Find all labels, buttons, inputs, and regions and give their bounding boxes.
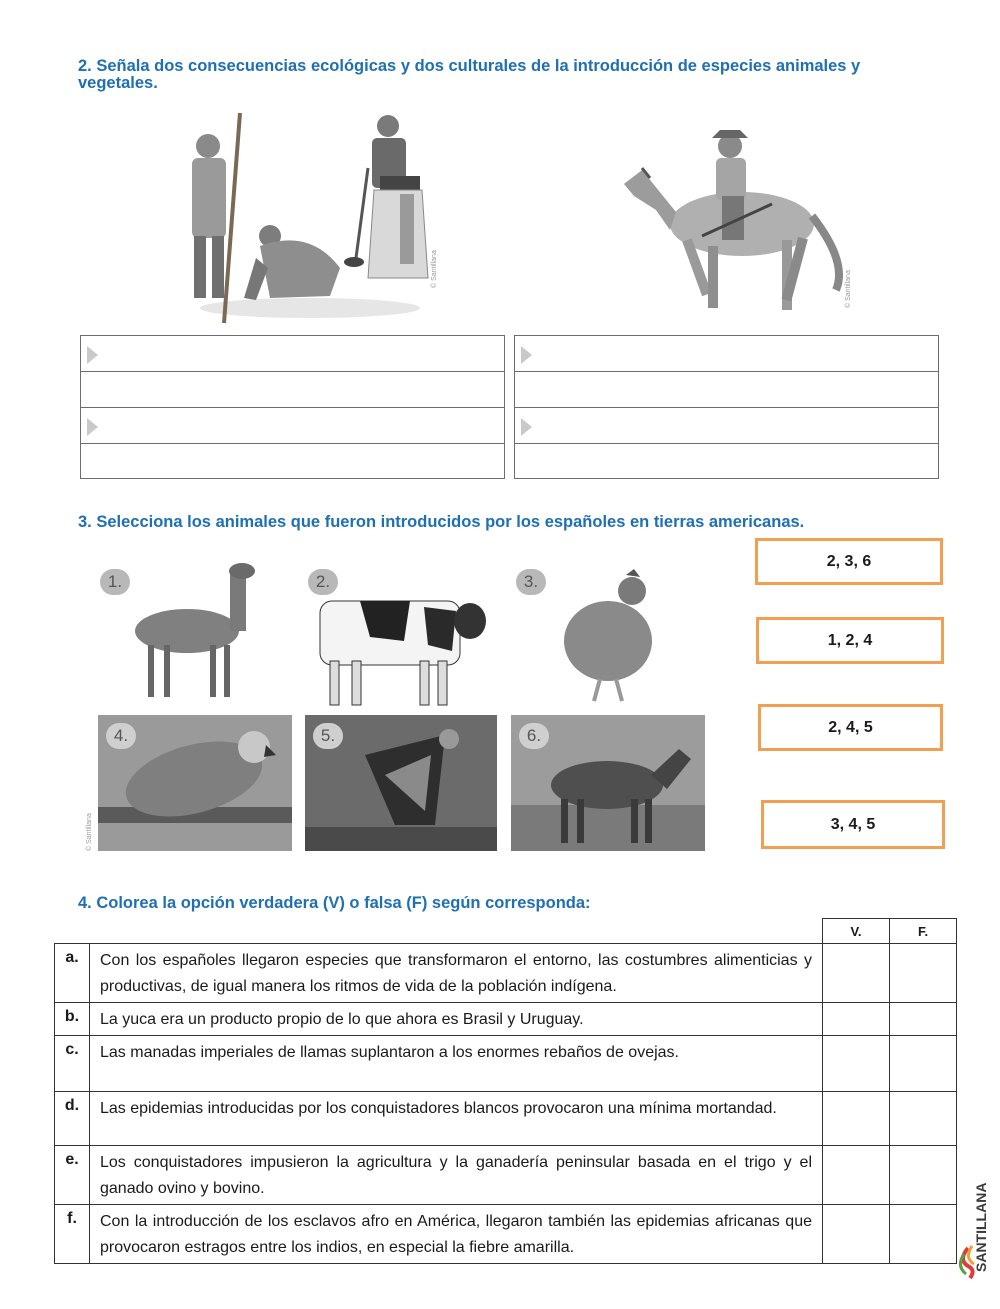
q3-heading: 3. Selecciona los animales que fueron introducidos por los españoles en tierras americanas. bbox=[78, 513, 805, 531]
answer-line[interactable] bbox=[81, 408, 504, 444]
santillana-logo bbox=[956, 1150, 996, 1280]
arrow-icon bbox=[87, 418, 98, 436]
table-row: c. Las manadas imperiales de llamas suplantaron a los enormes rebaños de ovejas. bbox=[55, 1036, 957, 1092]
option-4-button[interactable]: 3, 4, 5 bbox=[761, 800, 945, 849]
svg-text:© Santillana: © Santillana bbox=[431, 250, 438, 288]
table-row: a. Con los españoles llegaron especies que transformaron el entorno, las costumbres alimenticias y productivas, de igual manera los ritmos de vida de la población indígena. bbox=[55, 944, 957, 1003]
true-false-table bbox=[54, 918, 957, 1264]
true-cell[interactable] bbox=[823, 1003, 890, 1036]
false-cell[interactable] bbox=[890, 1003, 957, 1036]
photo-llama: 1. bbox=[92, 561, 282, 711]
svg-text:SANTILLANA: SANTILLANA bbox=[973, 1182, 989, 1272]
true-cell[interactable] bbox=[823, 944, 890, 1003]
false-cell[interactable] bbox=[890, 1036, 957, 1092]
svg-text:© Santillana: © Santillana bbox=[845, 270, 852, 308]
true-cell[interactable] bbox=[823, 1036, 890, 1092]
arrow-icon bbox=[87, 346, 98, 364]
indigenous-farmers-illustration bbox=[160, 108, 450, 328]
photo-cow: 2. bbox=[300, 561, 496, 711]
column-f-header: F. bbox=[890, 919, 957, 944]
arrow-icon bbox=[521, 346, 532, 364]
photo-parrot: 4. bbox=[98, 715, 292, 851]
animal-photos-panel bbox=[78, 553, 708, 858]
q4-heading: 4. Colorea la opción verdadera (V) o falsa (F) según corresponda: bbox=[78, 894, 591, 912]
photo-hen: 3. bbox=[508, 561, 704, 711]
table-row: d. Las epidemias introducidas por los conquistadores blancos provocaron una mínima mortandad. bbox=[55, 1092, 957, 1146]
svg-text:© Santillana: © Santillana bbox=[86, 813, 93, 851]
answer-line[interactable] bbox=[515, 408, 938, 444]
true-cell[interactable] bbox=[823, 1205, 890, 1264]
answer-line[interactable] bbox=[515, 336, 938, 372]
true-cell[interactable] bbox=[823, 1092, 890, 1146]
false-cell[interactable] bbox=[890, 1205, 957, 1264]
answer-line[interactable] bbox=[515, 444, 938, 480]
false-cell[interactable] bbox=[890, 1146, 957, 1205]
false-cell[interactable] bbox=[890, 944, 957, 1003]
answer-grid-left bbox=[80, 335, 505, 479]
column-v-header: V. bbox=[823, 919, 890, 944]
table-row: f. Con la introducción de los esclavos afro en América, llegaron también las epidemias africanas que provocaron estragos entre los indios, en especial la fiebre amarilla. bbox=[55, 1205, 957, 1264]
conquistador-horse-illustration bbox=[612, 112, 862, 322]
true-cell[interactable] bbox=[823, 1146, 890, 1205]
photo-horse: 6. bbox=[511, 715, 705, 851]
option-3-button[interactable]: 2, 4, 5 bbox=[758, 704, 943, 751]
q2-heading: 2. Señala dos consecuencias ecológicas y dos culturales de la introducción de especies animales y vegetales. bbox=[78, 57, 861, 92]
answer-line[interactable] bbox=[81, 444, 504, 480]
table-row: b. La yuca era un producto propio de lo que ahora es Brasil y Uruguay. bbox=[55, 1003, 957, 1036]
photo-credit bbox=[82, 793, 94, 853]
false-cell[interactable] bbox=[890, 1092, 957, 1146]
answer-line[interactable] bbox=[81, 372, 504, 408]
photo-condor: 5. bbox=[305, 715, 497, 851]
answer-line[interactable] bbox=[515, 372, 938, 408]
answer-grid-right bbox=[514, 335, 939, 479]
arrow-icon bbox=[521, 418, 532, 436]
table-row: e. Los conquistadores impusieron la agricultura y la ganadería peninsular basada en el trigo y el ganado ovino y bovino. bbox=[55, 1146, 957, 1205]
option-2-button[interactable]: 1, 2, 4 bbox=[756, 617, 944, 664]
option-1-button[interactable]: 2, 3, 6 bbox=[755, 538, 943, 585]
answer-line[interactable] bbox=[81, 336, 504, 372]
